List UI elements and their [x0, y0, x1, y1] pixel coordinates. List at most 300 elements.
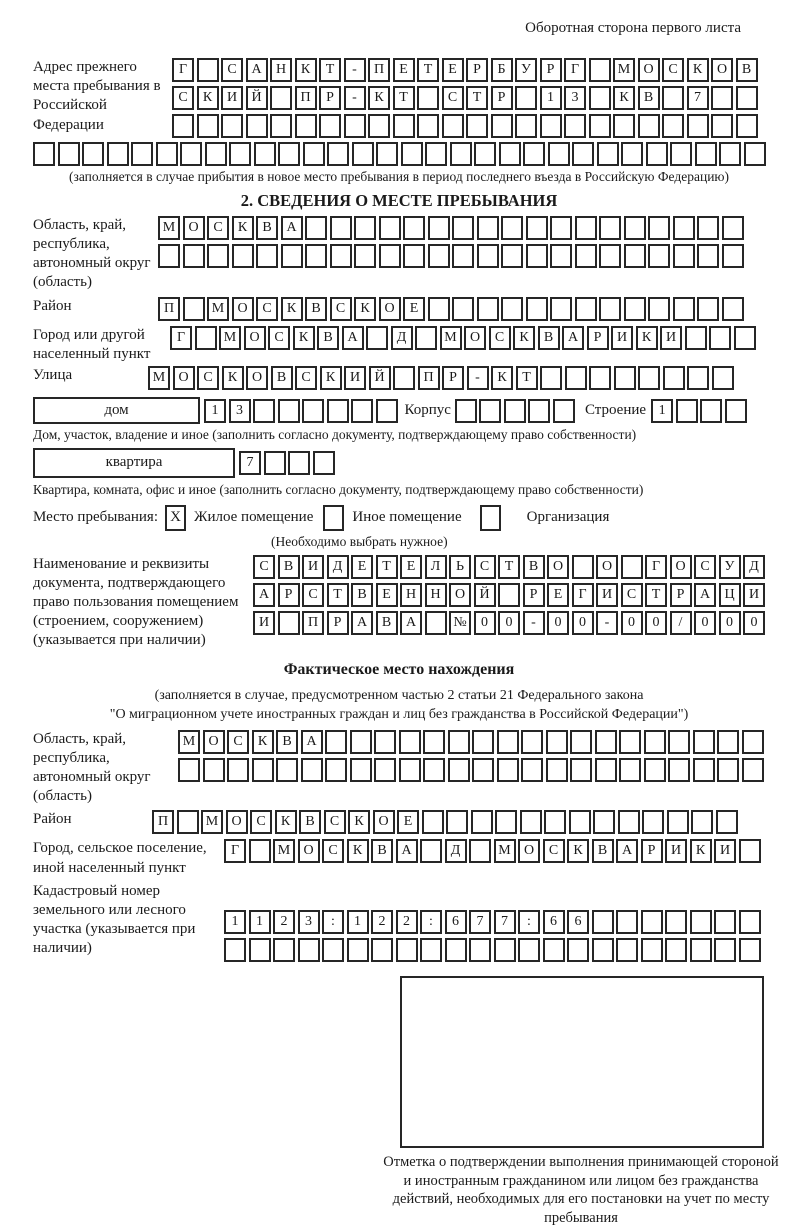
char-cell[interactable]: С: [207, 216, 229, 240]
char-cell[interactable]: [619, 758, 641, 782]
char-cell[interactable]: П: [158, 297, 180, 321]
char-cell[interactable]: [207, 244, 229, 268]
char-cell[interactable]: [501, 244, 523, 268]
char-cell[interactable]: [498, 583, 520, 607]
char-cell[interactable]: [544, 810, 566, 834]
char-cell[interactable]: С: [250, 810, 272, 834]
char-cell[interactable]: [278, 142, 300, 166]
char-cell[interactable]: [521, 730, 543, 754]
char-cell[interactable]: 1: [204, 399, 226, 423]
char-cell[interactable]: О: [246, 366, 268, 390]
char-cell[interactable]: 3: [564, 86, 586, 110]
char-cell[interactable]: [354, 244, 376, 268]
char-cell[interactable]: И: [253, 611, 275, 635]
char-cell[interactable]: О: [183, 216, 205, 240]
char-cell[interactable]: [697, 216, 719, 240]
char-cell[interactable]: [613, 114, 635, 138]
char-cell[interactable]: Т: [376, 555, 398, 579]
char-cell[interactable]: [593, 810, 615, 834]
char-cell[interactable]: [298, 938, 320, 962]
char-cell[interactable]: [479, 399, 501, 423]
char-cell[interactable]: [428, 297, 450, 321]
char-cell[interactable]: [374, 758, 396, 782]
char-cell[interactable]: К: [252, 730, 274, 754]
char-cell[interactable]: [58, 142, 80, 166]
char-cell[interactable]: [330, 244, 352, 268]
char-cell[interactable]: 6: [567, 910, 589, 934]
char-cell[interactable]: А: [400, 611, 422, 635]
char-cell[interactable]: О: [670, 555, 692, 579]
char-cell[interactable]: И: [221, 86, 243, 110]
char-cell[interactable]: [325, 758, 347, 782]
char-cell[interactable]: С: [172, 86, 194, 110]
char-cell[interactable]: 7: [239, 451, 261, 475]
char-cell[interactable]: О: [449, 583, 471, 607]
char-cell[interactable]: О: [638, 58, 660, 82]
char-cell[interactable]: [693, 758, 715, 782]
char-cell[interactable]: [393, 366, 415, 390]
char-cell[interactable]: А: [396, 839, 418, 863]
char-cell[interactable]: 2: [273, 910, 295, 934]
char-cell[interactable]: 1: [224, 910, 246, 934]
char-cell[interactable]: -: [344, 58, 366, 82]
char-cell[interactable]: [195, 326, 217, 350]
char-cell[interactable]: -: [344, 86, 366, 110]
char-cell[interactable]: О: [379, 297, 401, 321]
char-cell[interactable]: [425, 611, 447, 635]
char-cell[interactable]: 1: [347, 910, 369, 934]
char-cell[interactable]: [546, 730, 568, 754]
char-cell[interactable]: О: [173, 366, 195, 390]
char-cell[interactable]: 0: [621, 611, 643, 635]
char-cell[interactable]: [131, 142, 153, 166]
char-cell[interactable]: [327, 399, 349, 423]
char-cell[interactable]: [736, 114, 758, 138]
char-cell[interactable]: А: [253, 583, 275, 607]
char-cell[interactable]: [614, 366, 636, 390]
char-cell[interactable]: У: [719, 555, 741, 579]
char-cell[interactable]: С: [474, 555, 496, 579]
char-cell[interactable]: [253, 399, 275, 423]
char-cell[interactable]: [180, 142, 202, 166]
char-cell[interactable]: 1: [540, 86, 562, 110]
char-cell[interactable]: [595, 758, 617, 782]
char-cell[interactable]: [350, 730, 372, 754]
char-cell[interactable]: [515, 86, 537, 110]
char-cell[interactable]: [428, 244, 450, 268]
char-cell[interactable]: Т: [645, 583, 667, 607]
char-cell[interactable]: М: [158, 216, 180, 240]
char-cell[interactable]: Л: [425, 555, 447, 579]
char-cell[interactable]: [589, 86, 611, 110]
char-cell[interactable]: [197, 58, 219, 82]
char-cell[interactable]: [415, 326, 437, 350]
char-cell[interactable]: [354, 216, 376, 240]
char-cell[interactable]: И: [665, 839, 687, 863]
char-cell[interactable]: Е: [400, 555, 422, 579]
char-cell[interactable]: [619, 730, 641, 754]
char-cell[interactable]: Р: [523, 583, 545, 607]
char-cell[interactable]: [428, 216, 450, 240]
char-cell[interactable]: В: [638, 86, 660, 110]
char-cell[interactable]: [221, 114, 243, 138]
char-cell[interactable]: [249, 839, 271, 863]
char-cell[interactable]: [82, 142, 104, 166]
char-cell[interactable]: [641, 938, 663, 962]
char-cell[interactable]: [399, 758, 421, 782]
char-cell[interactable]: [648, 297, 670, 321]
char-cell[interactable]: 1: [651, 399, 673, 423]
char-cell[interactable]: [676, 399, 698, 423]
char-cell[interactable]: [526, 216, 548, 240]
char-cell[interactable]: О: [518, 839, 540, 863]
char-cell[interactable]: Д: [445, 839, 467, 863]
char-cell[interactable]: [716, 810, 738, 834]
char-cell[interactable]: У: [515, 58, 537, 82]
char-cell[interactable]: [685, 326, 707, 350]
char-cell[interactable]: [270, 114, 292, 138]
char-cell[interactable]: [322, 938, 344, 962]
char-cell[interactable]: В: [376, 611, 398, 635]
char-cell[interactable]: К: [293, 326, 315, 350]
char-cell[interactable]: К: [687, 58, 709, 82]
char-cell[interactable]: В: [351, 583, 373, 607]
char-cell[interactable]: [232, 244, 254, 268]
char-cell[interactable]: [662, 86, 684, 110]
char-cell[interactable]: 3: [229, 399, 251, 423]
stay-type-checkbox-organization[interactable]: [480, 505, 501, 531]
char-cell[interactable]: [319, 114, 341, 138]
char-cell[interactable]: 7: [469, 910, 491, 934]
char-cell[interactable]: Н: [270, 58, 292, 82]
char-cell[interactable]: [711, 86, 733, 110]
char-cell[interactable]: К: [347, 839, 369, 863]
char-cell[interactable]: [528, 399, 550, 423]
char-cell[interactable]: [246, 114, 268, 138]
char-cell[interactable]: [592, 910, 614, 934]
char-cell[interactable]: 7: [687, 86, 709, 110]
char-cell[interactable]: [452, 216, 474, 240]
char-cell[interactable]: [368, 114, 390, 138]
char-cell[interactable]: 3: [298, 910, 320, 934]
char-cell[interactable]: К: [295, 58, 317, 82]
char-cell[interactable]: [717, 730, 739, 754]
char-cell[interactable]: П: [152, 810, 174, 834]
char-cell[interactable]: К: [197, 86, 219, 110]
char-cell[interactable]: /: [670, 611, 692, 635]
char-cell[interactable]: [295, 114, 317, 138]
char-cell[interactable]: [379, 216, 401, 240]
char-cell[interactable]: Д: [327, 555, 349, 579]
char-cell[interactable]: [722, 244, 744, 268]
char-cell[interactable]: [719, 142, 741, 166]
char-cell[interactable]: [305, 244, 327, 268]
char-cell[interactable]: В: [371, 839, 393, 863]
char-cell[interactable]: [668, 758, 690, 782]
char-cell[interactable]: Д: [743, 555, 765, 579]
char-cell[interactable]: [501, 216, 523, 240]
char-cell[interactable]: [673, 297, 695, 321]
char-cell[interactable]: [624, 244, 646, 268]
char-cell[interactable]: [572, 555, 594, 579]
char-cell[interactable]: Г: [224, 839, 246, 863]
char-cell[interactable]: В: [538, 326, 560, 350]
char-cell[interactable]: [472, 758, 494, 782]
char-cell[interactable]: [448, 730, 470, 754]
char-cell[interactable]: [270, 86, 292, 110]
char-cell[interactable]: О: [298, 839, 320, 863]
char-cell[interactable]: Н: [400, 583, 422, 607]
char-cell[interactable]: [736, 86, 758, 110]
char-cell[interactable]: [172, 114, 194, 138]
char-cell[interactable]: [205, 142, 227, 166]
char-cell[interactable]: [624, 297, 646, 321]
char-cell[interactable]: К: [275, 810, 297, 834]
char-cell[interactable]: [673, 216, 695, 240]
char-cell[interactable]: В: [317, 326, 339, 350]
char-cell[interactable]: И: [344, 366, 366, 390]
char-cell[interactable]: [518, 938, 540, 962]
char-cell[interactable]: [697, 244, 719, 268]
char-cell[interactable]: [616, 910, 638, 934]
char-cell[interactable]: [543, 938, 565, 962]
char-cell[interactable]: -: [596, 611, 618, 635]
char-cell[interactable]: В: [592, 839, 614, 863]
char-cell[interactable]: [497, 758, 519, 782]
char-cell[interactable]: Р: [491, 86, 513, 110]
char-cell[interactable]: [491, 114, 513, 138]
char-cell[interactable]: [546, 758, 568, 782]
char-cell[interactable]: [565, 366, 587, 390]
char-cell[interactable]: 0: [719, 611, 741, 635]
char-cell[interactable]: :: [518, 910, 540, 934]
char-cell[interactable]: [709, 326, 731, 350]
char-cell[interactable]: [264, 451, 286, 475]
char-cell[interactable]: [504, 399, 526, 423]
char-cell[interactable]: [714, 910, 736, 934]
char-cell[interactable]: [401, 142, 423, 166]
char-cell[interactable]: [521, 758, 543, 782]
char-cell[interactable]: Р: [442, 366, 464, 390]
char-cell[interactable]: [371, 938, 393, 962]
char-cell[interactable]: К: [636, 326, 658, 350]
char-cell[interactable]: [303, 142, 325, 166]
char-cell[interactable]: [550, 297, 572, 321]
char-cell[interactable]: [466, 114, 488, 138]
char-cell[interactable]: Е: [393, 58, 415, 82]
char-cell[interactable]: [107, 142, 129, 166]
char-cell[interactable]: [227, 758, 249, 782]
char-cell[interactable]: [644, 758, 666, 782]
char-cell[interactable]: [501, 297, 523, 321]
char-cell[interactable]: Е: [403, 297, 425, 321]
char-cell[interactable]: [448, 758, 470, 782]
char-cell[interactable]: Й: [369, 366, 391, 390]
char-cell[interactable]: Т: [327, 583, 349, 607]
char-cell[interactable]: [570, 758, 592, 782]
char-cell[interactable]: [474, 142, 496, 166]
char-cell[interactable]: [523, 142, 545, 166]
char-cell[interactable]: [423, 758, 445, 782]
char-cell[interactable]: И: [714, 839, 736, 863]
char-cell[interactable]: [575, 297, 597, 321]
char-cell[interactable]: П: [368, 58, 390, 82]
char-cell[interactable]: [422, 810, 444, 834]
stay-type-checkbox-residential[interactable]: X: [165, 505, 186, 531]
char-cell[interactable]: [673, 244, 695, 268]
char-cell[interactable]: В: [299, 810, 321, 834]
char-cell[interactable]: [403, 244, 425, 268]
char-cell[interactable]: С: [330, 297, 352, 321]
char-cell[interactable]: :: [322, 910, 344, 934]
char-cell[interactable]: [646, 142, 668, 166]
char-cell[interactable]: Р: [670, 583, 692, 607]
char-cell[interactable]: [687, 114, 709, 138]
char-cell[interactable]: [229, 142, 251, 166]
char-cell[interactable]: С: [253, 555, 275, 579]
char-cell[interactable]: Т: [417, 58, 439, 82]
char-cell[interactable]: К: [320, 366, 342, 390]
char-cell[interactable]: [722, 297, 744, 321]
char-cell[interactable]: Й: [474, 583, 496, 607]
char-cell[interactable]: [472, 730, 494, 754]
char-cell[interactable]: [550, 244, 572, 268]
char-cell[interactable]: Т: [319, 58, 341, 82]
stay-type-checkbox-other-premises[interactable]: [323, 505, 344, 531]
char-cell[interactable]: [452, 244, 474, 268]
char-cell[interactable]: Р: [327, 611, 349, 635]
char-cell[interactable]: [256, 244, 278, 268]
char-cell[interactable]: К: [613, 86, 635, 110]
char-cell[interactable]: М: [273, 839, 295, 863]
char-cell[interactable]: [252, 758, 274, 782]
char-cell[interactable]: [564, 114, 586, 138]
char-cell[interactable]: [742, 730, 764, 754]
char-cell[interactable]: [183, 244, 205, 268]
char-cell[interactable]: С: [543, 839, 565, 863]
char-cell[interactable]: Р: [587, 326, 609, 350]
char-cell[interactable]: Г: [572, 583, 594, 607]
char-cell[interactable]: [399, 730, 421, 754]
char-cell[interactable]: [575, 216, 597, 240]
char-cell[interactable]: 0: [498, 611, 520, 635]
char-cell[interactable]: 1: [249, 910, 271, 934]
char-cell[interactable]: :: [420, 910, 442, 934]
char-cell[interactable]: [379, 244, 401, 268]
char-cell[interactable]: [403, 216, 425, 240]
char-cell[interactable]: А: [301, 730, 323, 754]
char-cell[interactable]: [425, 142, 447, 166]
char-cell[interactable]: [717, 758, 739, 782]
char-cell[interactable]: [599, 216, 621, 240]
char-cell[interactable]: [734, 326, 756, 350]
char-cell[interactable]: [644, 730, 666, 754]
char-cell[interactable]: [469, 938, 491, 962]
char-cell[interactable]: [589, 366, 611, 390]
char-cell[interactable]: Ь: [449, 555, 471, 579]
char-cell[interactable]: [638, 114, 660, 138]
char-cell[interactable]: [714, 938, 736, 962]
char-cell[interactable]: 0: [694, 611, 716, 635]
char-cell[interactable]: Е: [442, 58, 464, 82]
char-cell[interactable]: Н: [425, 583, 447, 607]
char-cell[interactable]: [278, 611, 300, 635]
char-cell[interactable]: К: [281, 297, 303, 321]
char-cell[interactable]: М: [219, 326, 241, 350]
char-cell[interactable]: К: [690, 839, 712, 863]
char-cell[interactable]: [599, 297, 621, 321]
char-cell[interactable]: [648, 244, 670, 268]
char-cell[interactable]: 2: [371, 910, 393, 934]
char-cell[interactable]: М: [440, 326, 462, 350]
char-cell[interactable]: [540, 114, 562, 138]
char-cell[interactable]: С: [302, 583, 324, 607]
char-cell[interactable]: [725, 399, 747, 423]
char-cell[interactable]: В: [305, 297, 327, 321]
char-cell[interactable]: 0: [547, 611, 569, 635]
char-cell[interactable]: [575, 244, 597, 268]
char-cell[interactable]: [471, 810, 493, 834]
char-cell[interactable]: [302, 399, 324, 423]
char-cell[interactable]: С: [221, 58, 243, 82]
char-cell[interactable]: В: [736, 58, 758, 82]
char-cell[interactable]: Е: [351, 555, 373, 579]
char-cell[interactable]: П: [295, 86, 317, 110]
char-cell[interactable]: О: [547, 555, 569, 579]
char-cell[interactable]: [711, 114, 733, 138]
char-cell[interactable]: К: [354, 297, 376, 321]
char-cell[interactable]: [376, 142, 398, 166]
char-cell[interactable]: 0: [645, 611, 667, 635]
char-cell[interactable]: О: [373, 810, 395, 834]
char-cell[interactable]: [739, 839, 761, 863]
char-cell[interactable]: [663, 366, 685, 390]
char-cell[interactable]: 6: [543, 910, 565, 934]
char-cell[interactable]: [569, 810, 591, 834]
char-cell[interactable]: В: [256, 216, 278, 240]
char-cell[interactable]: [687, 366, 709, 390]
char-cell[interactable]: [495, 810, 517, 834]
char-cell[interactable]: О: [464, 326, 486, 350]
char-cell[interactable]: [417, 114, 439, 138]
char-cell[interactable]: [327, 142, 349, 166]
char-cell[interactable]: [712, 366, 734, 390]
char-cell[interactable]: [350, 758, 372, 782]
char-cell[interactable]: М: [494, 839, 516, 863]
char-cell[interactable]: К: [491, 366, 513, 390]
char-cell[interactable]: 0: [474, 611, 496, 635]
char-cell[interactable]: [494, 938, 516, 962]
char-cell[interactable]: К: [348, 810, 370, 834]
char-cell[interactable]: [325, 730, 347, 754]
char-cell[interactable]: К: [368, 86, 390, 110]
char-cell[interactable]: [550, 216, 572, 240]
char-cell[interactable]: [469, 839, 491, 863]
char-cell[interactable]: [570, 730, 592, 754]
char-cell[interactable]: [423, 730, 445, 754]
char-cell[interactable]: [691, 810, 713, 834]
char-cell[interactable]: [595, 730, 617, 754]
char-cell[interactable]: Р: [466, 58, 488, 82]
char-cell[interactable]: [420, 839, 442, 863]
char-cell[interactable]: [477, 216, 499, 240]
char-cell[interactable]: К: [222, 366, 244, 390]
char-cell[interactable]: [420, 938, 442, 962]
char-cell[interactable]: [722, 216, 744, 240]
char-cell[interactable]: С: [268, 326, 290, 350]
char-cell[interactable]: [526, 297, 548, 321]
char-cell[interactable]: Г: [564, 58, 586, 82]
